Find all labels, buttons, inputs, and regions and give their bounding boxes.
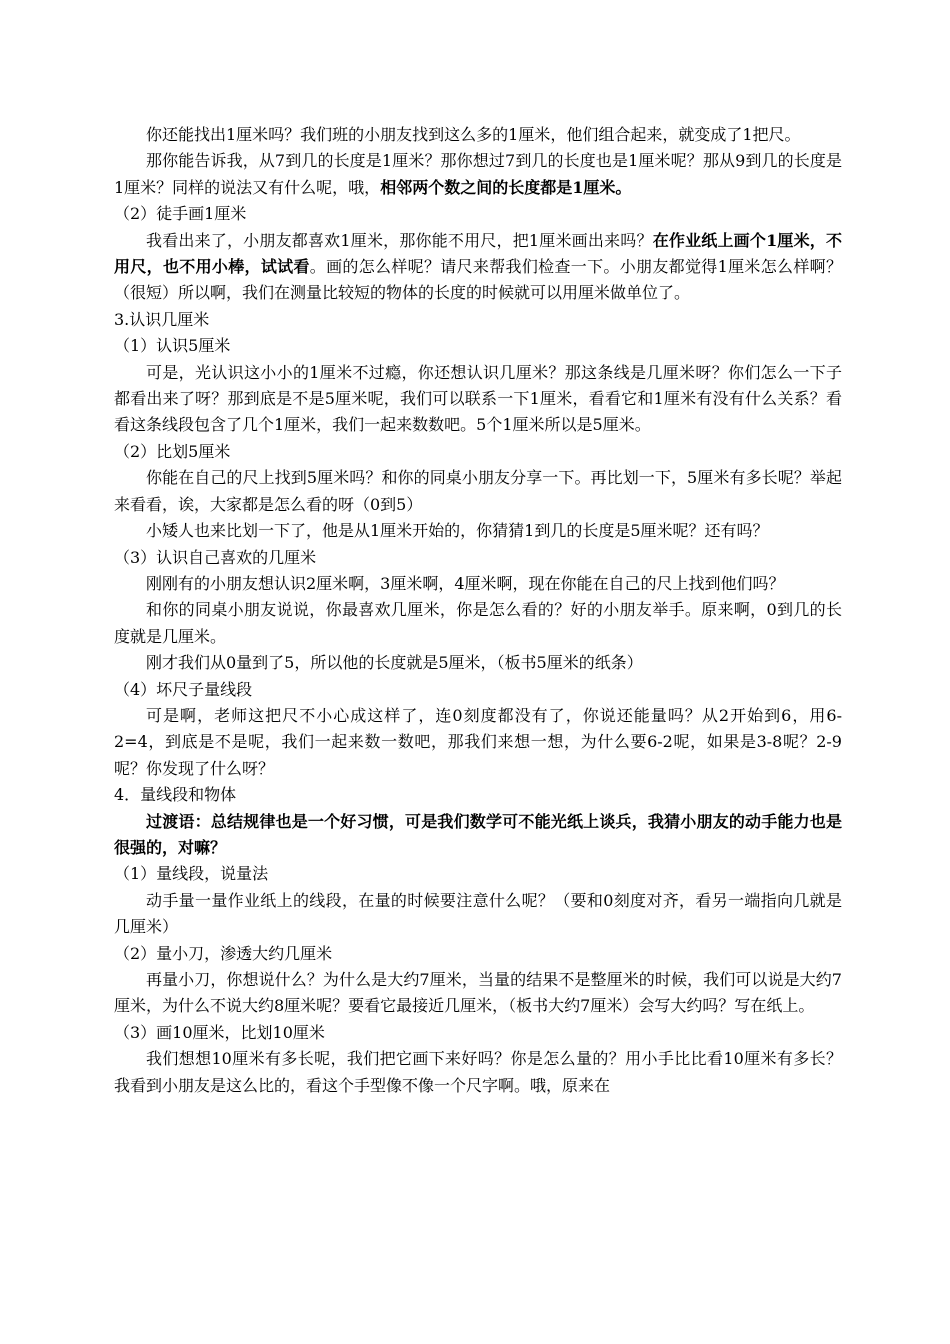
paragraph bbox=[114, 465, 842, 518]
text-run: 可是，光认识这小小的1厘米不过瘾，你还想认识几厘米？那这条线是几厘米呀？你们怎么一下子都看出来了呀？那到底是不是5厘米呢，我们可以联系一下1厘米，看看它和1厘米有没有什么关系？看看这条线段包含了几个1厘米，我们一起来数数吧。5个1厘米所以是5厘米。 bbox=[114, 362, 842, 435]
section-heading bbox=[114, 307, 842, 333]
text-run: 刚刚有的小朋友想认识2厘米啊，3厘米啊，4厘米啊，现在你能在自己的尺上找到他们吗？ bbox=[146, 573, 785, 593]
text-run: （3）认识自己喜欢的几厘米 bbox=[114, 547, 317, 567]
paragraph bbox=[114, 571, 842, 597]
paragraph bbox=[114, 122, 842, 148]
text-run: 你还能找出1厘米吗？我们班的小朋友找到这么多的1厘米，他们组合起来，就变成了1把尺。 bbox=[146, 125, 801, 144]
text-run: 刚才我们从0量到了5，所以他的长度就是5厘米，（板书5厘米的纸条） bbox=[146, 653, 643, 673]
section-heading bbox=[114, 1020, 842, 1046]
text-run: 再量小刀，你想说什么？为什么是大约7厘米，当量的结果不是整厘米的时候，我们可以说是大约7厘米，为什么不说大约8厘米呢？要看它最接近几厘米，（板书大约7厘米）会写大约吗？写在纸上。 bbox=[114, 970, 842, 1016]
section-heading bbox=[114, 545, 842, 571]
paragraph bbox=[114, 967, 842, 1020]
paragraph bbox=[114, 360, 842, 439]
paragraph bbox=[114, 518, 842, 544]
paragraph bbox=[114, 228, 842, 307]
paragraph bbox=[114, 1046, 842, 1099]
section-heading bbox=[114, 333, 842, 359]
text-run: （1）量线段，说量法 bbox=[114, 864, 269, 884]
text-run: 。画的怎么样呢？请尺来帮我们检查一下。小朋友都觉得1厘米怎么样啊？（很短）所以啊，我们在测量比较短的物体的长度的时候就可以用厘米做单位了。 bbox=[114, 257, 842, 303]
text-run: （1）认识5厘米 bbox=[114, 336, 231, 356]
text-run: 4．量线段和物体 bbox=[114, 785, 237, 805]
text-run: （4）坏尺子量线段 bbox=[114, 679, 253, 699]
bold-text-run: 相邻两个数之间的长度都是1厘米。 bbox=[380, 177, 632, 197]
paragraph bbox=[114, 650, 842, 676]
paragraph bbox=[114, 703, 842, 782]
paragraph bbox=[114, 148, 842, 201]
bold-text-run: 在作业纸上画个1厘米，不用尺，也不用小棒，试试看 bbox=[114, 230, 842, 277]
section-heading bbox=[114, 201, 842, 227]
text-run: （2）比划5厘米 bbox=[114, 441, 231, 461]
text-run: 可是啊，老师这把尺不小心成这样了，连0刻度都没有了，你说还能量吗？从2开始到6，用6-2=4，到底是不是呢，我们一起来数一数吧，那我们来想一想，为什么要6-2呢，如果是3-8呢？2-9呢？你发现了什么呀？ bbox=[114, 705, 842, 778]
text-run: 动手量一量作业纸上的线段，在量的时候要注意什么呢？（要和0刻度对齐，看另一端指向几就是几厘米） bbox=[114, 890, 842, 937]
text-run: （2）量小刀，渗透大约几厘米 bbox=[114, 943, 333, 963]
section-heading bbox=[114, 782, 842, 808]
text-run: 我们想想10厘米有多长呢，我们把它画下来好吗？你是怎么量的？用小手比比看10厘米有多长？我看到小朋友是这么比的，看这个手型像不像一个尺字啊。哦，原来在 bbox=[114, 1049, 842, 1095]
section-heading bbox=[114, 439, 842, 465]
paragraph bbox=[114, 597, 842, 650]
text-run: 小矮人也来比划一下了，他是从1厘米开始的，你猜猜1到几的长度是5厘米呢？还有吗？ bbox=[146, 521, 769, 541]
section-heading bbox=[114, 941, 842, 967]
document-page bbox=[114, 122, 842, 1099]
text-run: （2）徒手画1厘米 bbox=[114, 204, 247, 224]
text-run: 那你能告诉我，从7到几的长度是1厘米？那你想过7到几的长度也是1厘米呢？那从9到几的长度是1厘米？同样的说法又有什么呢，哦， bbox=[114, 151, 842, 197]
text-run: 你能在自己的尺上找到5厘米吗？和你的同桌小朋友分享一下。再比划一下，5厘米有多长呢？举起来看看，诶，大家都是怎么看的呀（0到5） bbox=[114, 468, 842, 514]
text-run: 和你的同桌小朋友说说，你最喜欢几厘米，你是怎么看的？好的小朋友举手。原来啊，0到几的长度就是几厘米。 bbox=[114, 600, 842, 646]
section-heading bbox=[114, 677, 842, 703]
bold-text-run: 过渡语：总结规律也是一个好习惯，可是我们数学可不能光纸上谈兵，我猜小朋友的动手能力也是很强的，对嘛？ bbox=[114, 811, 842, 857]
text-run: 3.认识几厘米 bbox=[114, 309, 210, 329]
paragraph bbox=[114, 809, 842, 862]
text-run: （3）画10厘米，比划10厘米 bbox=[114, 1022, 325, 1042]
text-run: 我看出来了，小朋友都喜欢1厘米，那你能不用尺，把1厘米画出来吗？ bbox=[146, 230, 653, 250]
paragraph bbox=[114, 888, 842, 941]
section-heading bbox=[114, 861, 842, 887]
